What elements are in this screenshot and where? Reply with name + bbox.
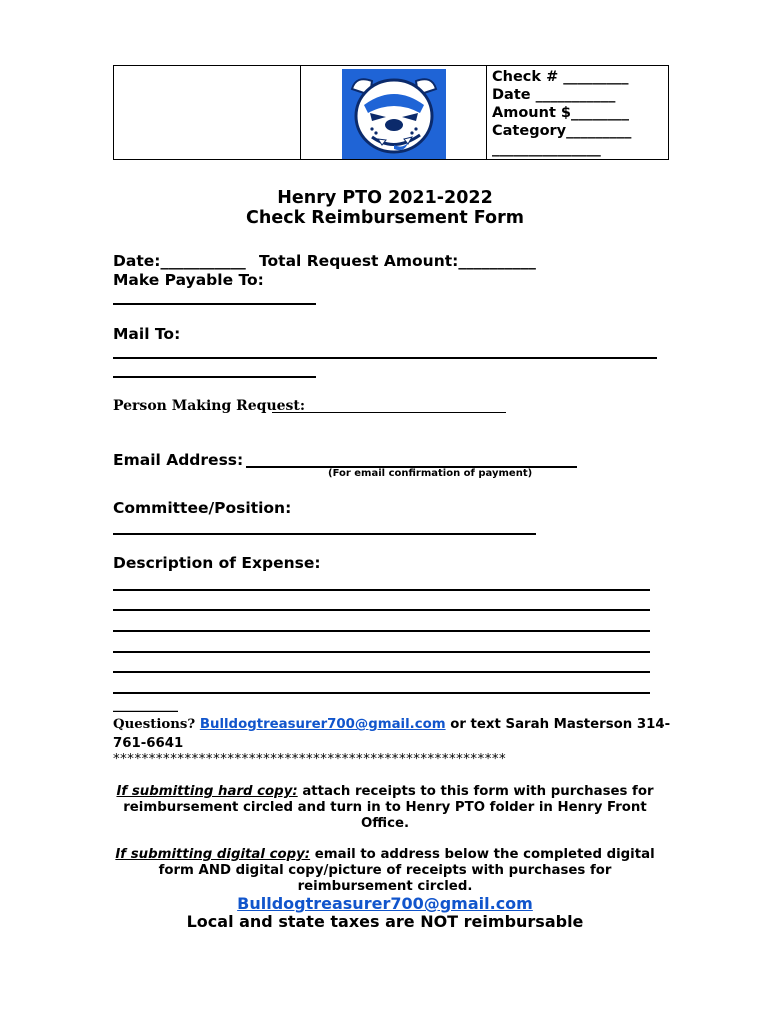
digital-copy-instructions — [100, 847, 670, 895]
check-amount-field: Amount $________ — [492, 105, 630, 121]
treasurer-email-link[interactable]: Bulldogtreasurer700@gmail.com — [199, 717, 446, 732]
check-category-field: Category_________ — [492, 123, 632, 139]
payable-to-line[interactable] — [113, 303, 316, 305]
hard-copy-label: If submitting hard copy: — [116, 784, 298, 799]
date-field-label[interactable]: Date:___________ — [113, 252, 246, 270]
form-title-line-2: Check Reimbursement Form — [246, 208, 524, 228]
hard-copy-text: attach receipts to this form with purchases for — [302, 784, 654, 799]
description-line[interactable] — [113, 589, 650, 591]
check-date-field: Date ___________ — [492, 87, 616, 103]
description-line[interactable] — [113, 692, 650, 694]
person-making-request-label: Person Making Request: — [113, 398, 306, 414]
text-contact: or text Sarah Masterson 314- — [450, 717, 671, 732]
submission-email-link[interactable]: Bulldogtreasurer700@gmail.com — [237, 894, 533, 913]
digital-copy-text: form AND digital copy/picture of receipts with purchases for — [158, 863, 612, 878]
questions-label: Questions? — [113, 717, 196, 732]
header-table — [113, 65, 669, 160]
check-details — [492, 68, 631, 158]
text-contact-phone: 761-6641 — [113, 736, 184, 751]
digital-copy-text: email to address below the completed digital — [314, 847, 655, 862]
taxes-note: Local and state taxes are NOT reimbursable — [186, 912, 584, 931]
form-title-line-1: Henry PTO 2021-2022 — [277, 188, 493, 208]
total-request-field[interactable]: Total Request Amount:__________ — [259, 252, 536, 270]
committee-position-label: Committee/Position: — [113, 499, 292, 517]
description-line[interactable] — [113, 651, 650, 653]
payable-to-label: Make Payable To: — [113, 271, 264, 289]
committee-position-line[interactable] — [113, 533, 536, 535]
description-tail: __________ — [113, 698, 178, 713]
hard-copy-text: Office. — [360, 816, 410, 831]
mail-to-line-2[interactable] — [113, 376, 316, 378]
description-label: Description of Expense: — [113, 554, 321, 572]
check-number-field: Check # _________ — [492, 69, 629, 85]
email-address-label: Email Address: — [113, 451, 244, 469]
description-line[interactable] — [113, 671, 650, 673]
check-extra-field: _______________ — [492, 141, 601, 157]
table-divider — [300, 66, 301, 159]
email-note: (For email confirmation of payment) — [328, 468, 533, 479]
bulldog-logo-icon — [342, 69, 446, 159]
mail-to-label: Mail To: — [113, 325, 181, 343]
digital-copy-label: If submitting digital copy: — [115, 847, 311, 862]
person-making-request-line[interactable] — [272, 412, 506, 413]
separator-stars: ******************************************************* — [113, 752, 507, 767]
description-line[interactable] — [113, 609, 650, 611]
hard-copy-text: reimbursement circled and turn in to Henry PTO folder in Henry Front — [123, 800, 647, 815]
table-divider — [486, 66, 487, 159]
digital-copy-text: reimbursement circled. — [297, 879, 473, 894]
hard-copy-instructions — [100, 784, 670, 832]
questions-line — [113, 717, 670, 732]
mail-to-line-1[interactable] — [113, 357, 657, 359]
description-line[interactable] — [113, 630, 650, 632]
